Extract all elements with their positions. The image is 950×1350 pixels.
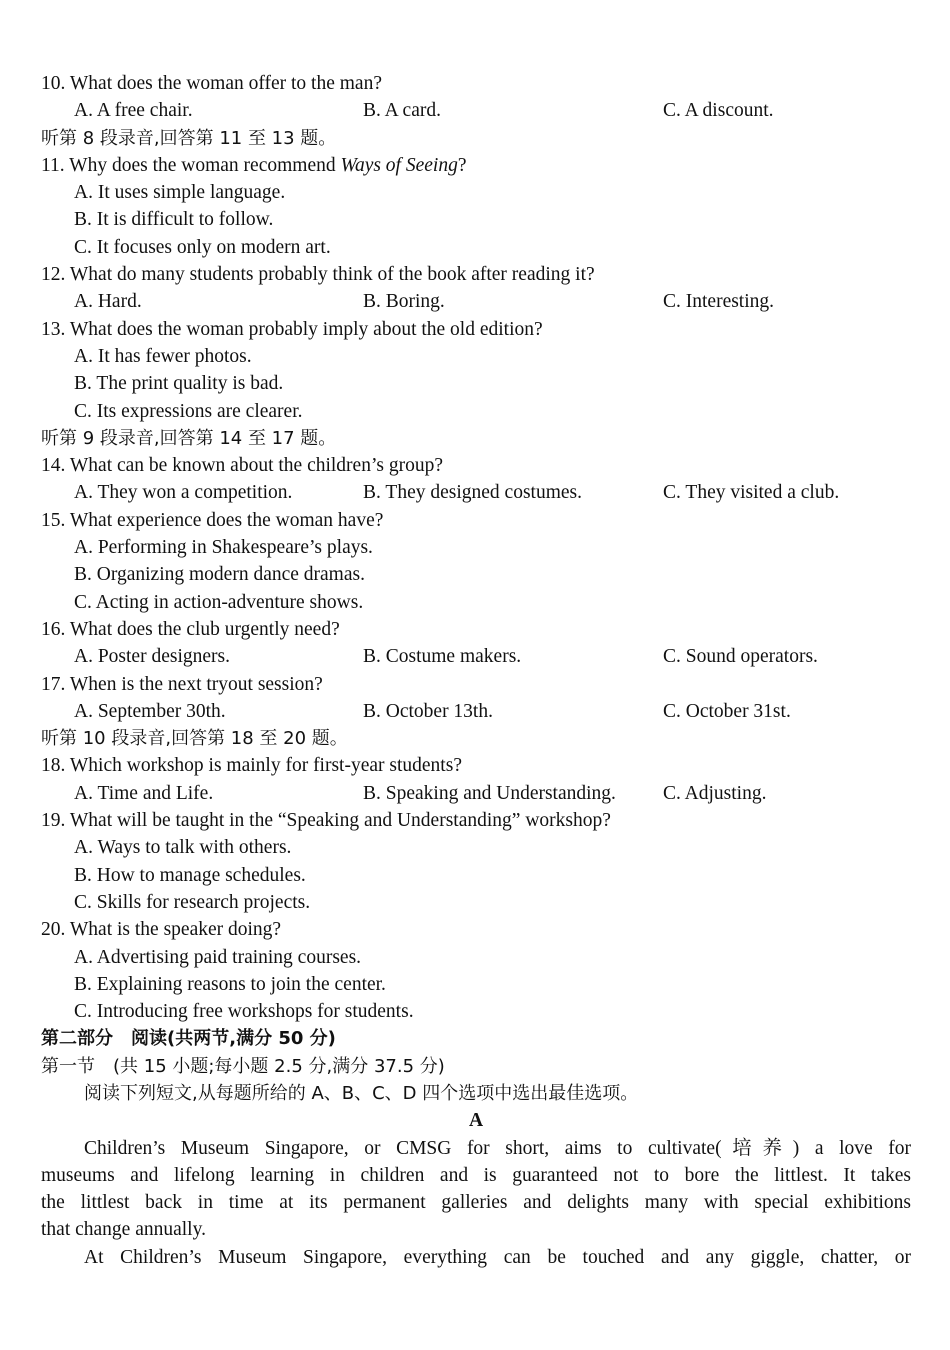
- option-c: C. A discount.: [663, 100, 774, 122]
- option-a: A. Time and Life.: [74, 782, 214, 804]
- question-16-options: [41, 643, 911, 670]
- question-18-options: [41, 780, 911, 807]
- option-b: B. Speaking and Understanding.: [363, 782, 616, 804]
- paragraph-line: the littlest back in time at its permanent galleries and delights many with special exhibitions: [41, 1192, 911, 1214]
- option-b: B. Organizing modern dance dramas.: [74, 564, 365, 586]
- option-c: C. Skills for research projects.: [74, 891, 311, 913]
- option-a: A. Hard.: [74, 291, 142, 313]
- option-c: C. Adjusting.: [663, 782, 767, 804]
- question-11: [41, 152, 911, 179]
- question-12-options: [41, 288, 911, 315]
- question-mark: ?: [457, 154, 467, 176]
- question-12: 12. What do many students probably think of the book after reading it?: [41, 264, 595, 286]
- section-1-heading: 第一节 (共 15 小题;每小题 2.5 分,满分 37.5 分): [41, 1055, 445, 1077]
- option-a: A. Ways to talk with others.: [74, 837, 292, 859]
- option-a: A. Performing in Shakespeare’s plays.: [74, 537, 373, 559]
- question-17: 17. When is the next tryout session?: [41, 673, 323, 695]
- question-17-options: [41, 698, 911, 725]
- option-c: C. Acting in action-adventure shows.: [74, 591, 364, 613]
- question-10-options: [41, 97, 911, 124]
- option-b: B. Explaining reasons to join the center.: [74, 973, 386, 995]
- option-c: C. Its expressions are clearer.: [74, 400, 303, 422]
- question-10: 10. What does the woman offer to the man?: [41, 73, 382, 94]
- part-2-heading: 第二部分 阅读(共两节,满分 50 分): [41, 1028, 336, 1050]
- option-b: B. Costume makers.: [363, 646, 522, 668]
- passage-paragraph-1: [41, 1135, 911, 1244]
- option-b: B. October 13th.: [363, 700, 493, 722]
- question-11-text: 11. Why does the woman recommend: [41, 154, 341, 176]
- option-a: A. Advertising paid training courses.: [74, 946, 362, 968]
- passage-letter: A: [468, 1110, 484, 1132]
- section-8-instruction: 听第 8 段录音,回答第 11 至 13 题。: [41, 127, 337, 149]
- option-c: C. It focuses only on modern art.: [74, 236, 331, 258]
- option-b: B. A card.: [363, 100, 441, 122]
- option-c: C. October 31st.: [663, 700, 791, 722]
- book-title: Ways of Seeing: [340, 154, 458, 176]
- option-b: B. They designed costumes.: [363, 482, 582, 504]
- option-a: A. It has fewer photos.: [74, 345, 252, 367]
- paragraph-line: Children’s Museum Singapore, or CMSG for short, aims to cultivate(培养) a love for: [84, 1137, 911, 1159]
- option-c: C. They visited a club.: [663, 482, 840, 504]
- option-b: B. Boring.: [363, 291, 445, 313]
- option-a: A. Poster designers.: [74, 646, 230, 668]
- option-a: A. It uses simple language.: [74, 182, 286, 204]
- option-a: A. They won a competition.: [74, 482, 293, 504]
- question-14-options: [41, 479, 911, 506]
- passage-paragraph-2: At Children’s Museum Singapore, everything can be touched and any giggle, chatter, or: [84, 1246, 911, 1268]
- question-20: 20. What is the speaker doing?: [41, 919, 282, 941]
- option-c: C. Interesting.: [663, 291, 775, 313]
- question-13: 13. What does the woman probably imply about the old edition?: [41, 318, 543, 340]
- option-b: B. It is difficult to follow.: [74, 209, 274, 231]
- paragraph-line: that change annually.: [41, 1219, 206, 1241]
- paragraph-line: museums and lifelong learning in children and is guaranteed not to bore the littlest. It takes: [41, 1164, 911, 1186]
- section-9-instruction: 听第 9 段录音,回答第 14 至 17 题。: [41, 427, 337, 449]
- reading-instruction: 阅读下列短文,从每题所给的 A、B、C、D 四个选项中选出最佳选项。: [84, 1082, 639, 1104]
- option-b: B. How to manage schedules.: [74, 864, 306, 886]
- section-10-instruction: 听第 10 段录音,回答第 18 至 20 题。: [41, 728, 348, 750]
- question-19: 19. What will be taught in the “Speaking and Understanding” workshop?: [41, 810, 611, 832]
- exam-page: [41, 70, 911, 1271]
- question-18: 18. Which workshop is mainly for first-year students?: [41, 755, 462, 777]
- option-c: C. Sound operators.: [663, 646, 818, 668]
- option-a: A. September 30th.: [74, 700, 226, 722]
- option-a: A. A free chair.: [74, 100, 193, 122]
- question-15: 15. What experience does the woman have?: [41, 509, 384, 531]
- option-b: B. The print quality is bad.: [74, 373, 284, 395]
- option-c: C. Introducing free workshops for students.: [74, 1001, 414, 1023]
- question-16: 16. What does the club urgently need?: [41, 618, 340, 640]
- question-14: 14. What can be known about the children’s group?: [41, 455, 443, 477]
